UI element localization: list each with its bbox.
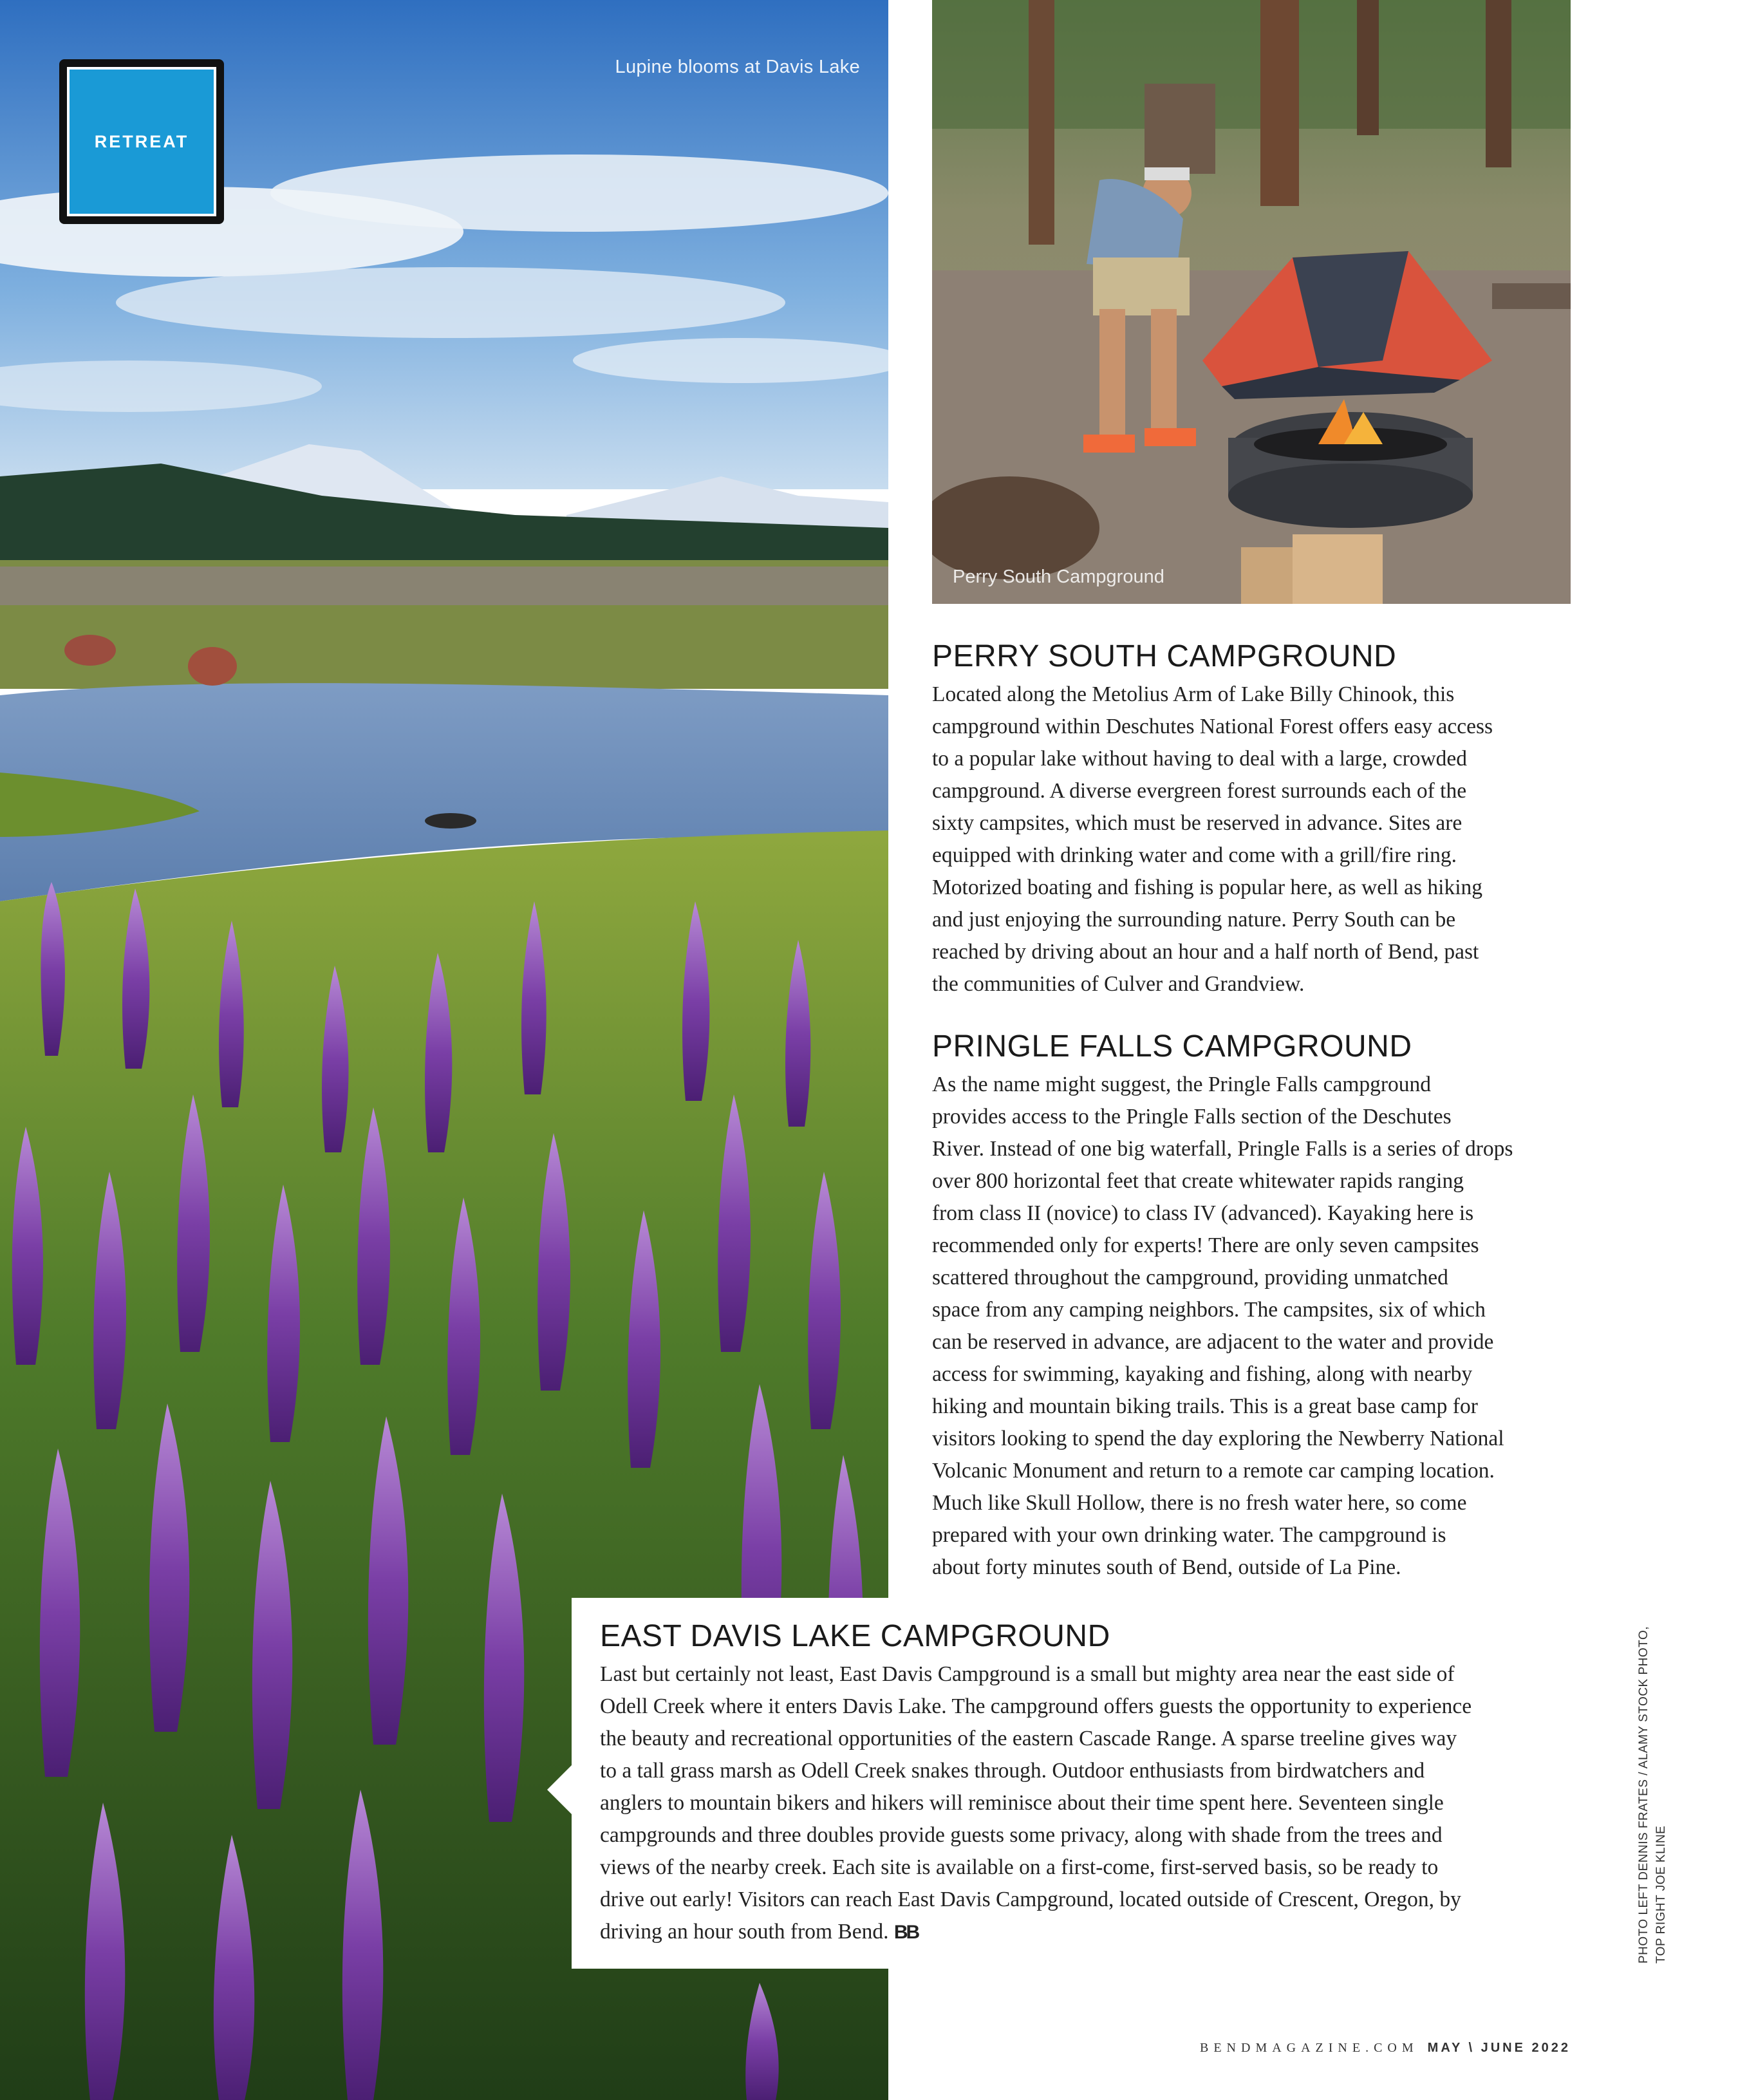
- text-line: the beauty and recreational opportunities of the eastern Cascade Range. A sparse treeline gives way: [600, 1727, 1457, 1750]
- text-line: hiking and mountain biking trails. This is a great base camp for: [932, 1394, 1478, 1418]
- text-line: equipped with drinking water and come with a grill/fire ring.: [932, 843, 1457, 867]
- text-line: to a popular lake without having to deal with a large, crowded: [932, 747, 1468, 771]
- campground-photo: [932, 0, 1571, 604]
- text-line: sixty campsites, which must be reserved in advance. Sites are: [932, 811, 1462, 835]
- text-line: campground within Deschutes National Forest offers easy access: [932, 715, 1493, 738]
- footer-issue-date: MAY \ JUNE 2022: [1427, 2041, 1571, 2055]
- text-box-pointer: [547, 1764, 573, 1815]
- east-davis-body: [600, 1658, 1540, 1949]
- pringle-falls-body: [932, 1069, 1576, 1584]
- text-line: Motorized boating and fishing is popular here, as well as hiking: [932, 876, 1483, 899]
- text-line: Odell Creek where it enters Davis Lake. The campground offers guests the opportunity to experience: [600, 1694, 1472, 1718]
- text-line: access for swimming, kayaking and fishing, along with nearby: [932, 1362, 1473, 1386]
- text-line: visitors looking to spend the day exploring the Newberry National: [932, 1427, 1504, 1450]
- left-photo-caption: Lupine blooms at Davis Lake: [615, 57, 860, 77]
- text-line: recommended only for experts! There are only seven campsites: [932, 1233, 1479, 1257]
- section-badge: [59, 59, 224, 224]
- text-line: reached by driving about an hour and a half north of Bend, past: [932, 940, 1479, 964]
- text-line: from class II (novice) to class IV (advanced). Kayaking here is: [932, 1201, 1474, 1225]
- text-line: views of the nearby creek. Each site is available on a first-come, first-served basis, so be ready to: [600, 1855, 1439, 1879]
- text-line: Volcanic Monument and return to a remote car camping location.: [932, 1459, 1495, 1483]
- text-line: Located along the Metolius Arm of Lake Billy Chinook, this: [932, 682, 1455, 706]
- text-line: As the name might suggest, the Pringle Falls campground: [932, 1073, 1432, 1096]
- text-line: and just enjoying the surrounding nature. Perry South can be: [932, 908, 1456, 932]
- text-line: prepared with your own drinking water. The campground is: [932, 1523, 1446, 1547]
- text-line-last: [600, 1916, 1540, 1949]
- text-line: over 800 horizontal feet that create whitewater rapids ranging: [932, 1169, 1464, 1193]
- end-mark-logo: BB: [893, 1922, 919, 1943]
- text-line: to a tall grass marsh as Odell Creek snakes through. Outdoor enthusiasts from birdwatchers and: [600, 1759, 1425, 1783]
- section-badge-label: RETREAT: [67, 67, 216, 216]
- text-line: River. Instead of one big waterfall, Pringle Falls is a series of drops: [932, 1137, 1513, 1161]
- text-line: provides access to the Pringle Falls section of the Deschutes: [932, 1105, 1452, 1129]
- photo-credit-line: TOP RIGHT JOE KLINE: [1654, 1825, 1668, 1964]
- text-line: space from any camping neighbors. The campsites, six of which: [932, 1298, 1486, 1322]
- text-line: can be reserved in advance, are adjacent to the water and provide: [932, 1330, 1494, 1354]
- pringle-falls-heading: PRINGLE FALLS CAMPGROUND: [932, 1029, 1412, 1064]
- perry-south-body: [932, 679, 1576, 1000]
- perry-south-heading: PERRY SOUTH CAMPGROUND: [932, 639, 1397, 673]
- text-line: campgrounds and three doubles provide guests some privacy, along with shade from the trees and: [600, 1823, 1443, 1847]
- text-line: scattered throughout the campground, providing unmatched: [932, 1266, 1448, 1289]
- footer-website: BENDMAGAZINE.COM: [1200, 2041, 1419, 2055]
- text-line: the communities of Culver and Grandview.: [932, 972, 1305, 996]
- text-line: Last but certainly not least, East Davis Campground is a small but mighty area near the east side of: [600, 1662, 1455, 1686]
- photo-credit-line: PHOTO LEFT DENNIS FRATES / ALAMY STOCK PHOTO,: [1637, 1626, 1650, 1964]
- text-line: about forty minutes south of Bend, outside of La Pine.: [932, 1555, 1401, 1579]
- top-photo-caption: Perry South Campground: [953, 567, 1164, 587]
- text-line: drive out early! Visitors can reach East Davis Campground, located outside of Crescent, Oregon, by: [600, 1888, 1461, 1911]
- page-footer: [1159, 2041, 1571, 2056]
- east-davis-heading: EAST DAVIS LAKE CAMPGROUND: [600, 1619, 1110, 1653]
- text-line: anglers to mountain bikers and hikers will reminisce about their time spent here. Seventeen single: [600, 1791, 1444, 1815]
- photo-credit: [1635, 1564, 1680, 1964]
- text-line: Much like Skull Hollow, there is no fresh water here, so come: [932, 1491, 1467, 1515]
- text-line: driving an hour south from Bend.: [600, 1920, 889, 1944]
- text-line: campground. A diverse evergreen forest surrounds each of the: [932, 779, 1467, 803]
